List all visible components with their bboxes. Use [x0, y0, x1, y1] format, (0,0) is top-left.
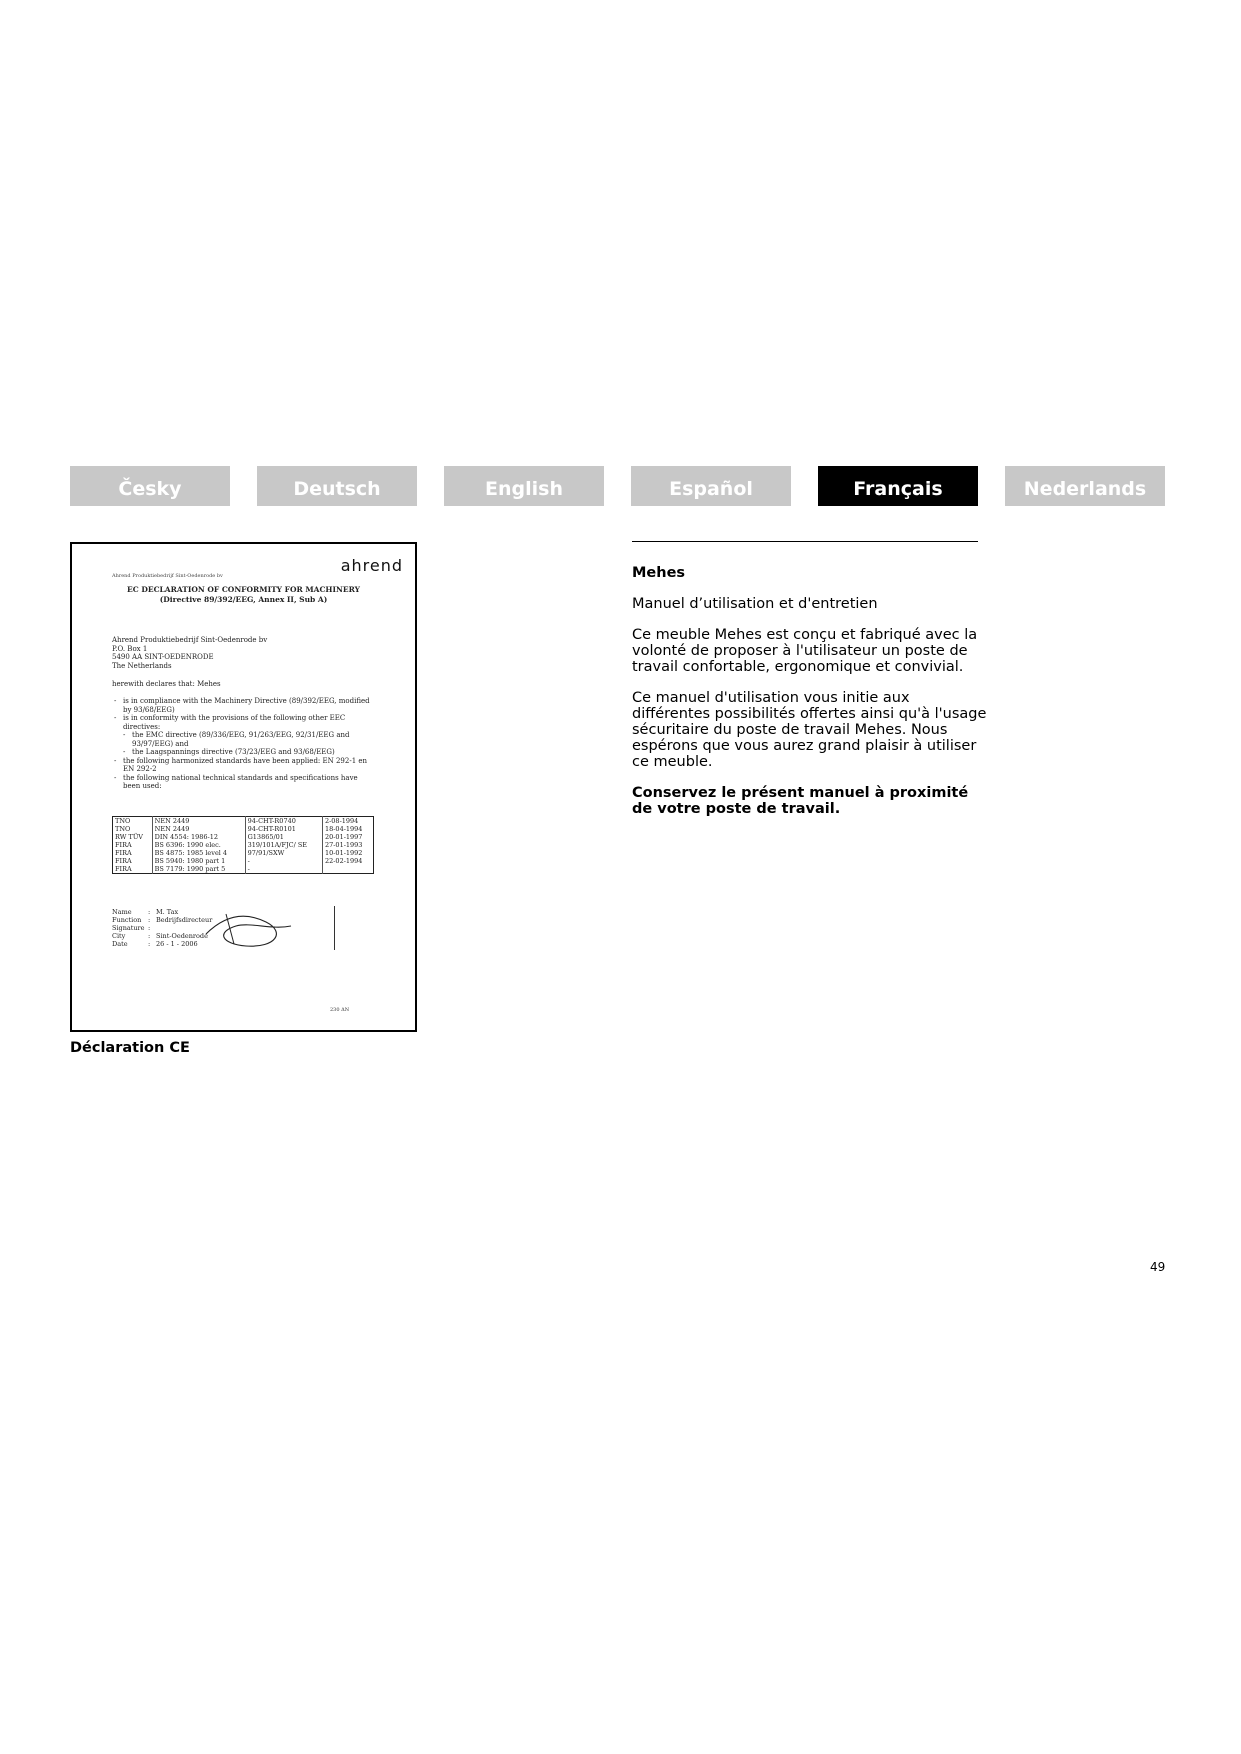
- intro-text: [632, 565, 992, 817]
- doc-intro: herewith declares that: Mehes: [112, 680, 221, 688]
- table-row: [113, 825, 374, 833]
- table-cell: 94-CHT-R0740: [245, 817, 322, 826]
- declaration-item: - the following harmonized standards have been applied: EN 292-1 en EN 292-2: [112, 757, 372, 774]
- table-cell: NEN 2449: [152, 825, 245, 833]
- table-row: [113, 849, 374, 857]
- tab-español[interactable]: Español: [631, 466, 791, 506]
- signature-label: Name: [112, 908, 132, 916]
- intro-paragraph-1: Ce meuble Mehes est conçu et fabriqué avec la volonté de proposer à l'utilisateur un poste de travail confortable, ergonomique et convivial.: [632, 627, 978, 675]
- colon: :: [148, 908, 151, 916]
- table-cell: FIRA: [115, 857, 132, 865]
- table-cell: 2-08-1994: [322, 817, 373, 826]
- table-cell: BS 7179: 1990 part 5: [152, 865, 245, 874]
- table-cell: 22-02-1994: [322, 857, 373, 865]
- table-row: [113, 833, 374, 841]
- colon: :: [148, 932, 151, 940]
- table-cell: DIN 4554: 1986-12: [152, 833, 245, 841]
- table-cell: 10-01-1992: [322, 849, 373, 857]
- signature-value: M. Tax: [156, 908, 179, 916]
- table-cell: 20-01-1997: [322, 833, 373, 841]
- doc-title: EC DECLARATION OF CONFORMITY FOR MACHINERY: [127, 585, 360, 594]
- manual-subtitle: Manuel d’utilisation et d'entretien: [632, 596, 878, 612]
- doc-bullets: [112, 697, 372, 791]
- tab-english[interactable]: English: [444, 466, 604, 506]
- table-cell: 319/101A/FJC/ SE: [245, 841, 322, 849]
- keep-manual-notice: Conservez le présent manuel à proximité de votre poste de travail.: [632, 785, 969, 817]
- table-cell: RW TÜV: [115, 833, 144, 841]
- signature-value: Bedrijfsdirecteur: [156, 916, 213, 924]
- signature-label: Function: [112, 916, 142, 924]
- declaration-item: - the following national technical standards and specifications have been used:: [112, 774, 372, 791]
- declaration-item: - is in conformity with the provisions of the following other EEC directives:: [112, 714, 372, 731]
- declaration-item: - the EMC directive (89/336/EEG, 91/263/EEG, 92/31/EEG and 93/97/EEG) and: [112, 731, 372, 748]
- declaration-item: - the Laagspannings directive (73/23/EEG and 93/68/EEG): [112, 748, 372, 757]
- address-line: 5490 AA SINT-OEDENRODE: [112, 653, 214, 661]
- table-cell: TNO: [115, 817, 131, 825]
- handwritten-signature: [196, 904, 306, 954]
- language-tabs: [0, 466, 1241, 506]
- address-line: The Netherlands: [112, 661, 172, 670]
- table-row: [113, 841, 374, 849]
- table-cell: TNO: [115, 825, 131, 833]
- figure-caption: Déclaration CE: [70, 1040, 190, 1056]
- table-row: [113, 857, 374, 865]
- table-cell: 97/91/SXW: [245, 849, 322, 857]
- doc-footmark: 230 ΔN: [330, 1007, 350, 1013]
- table-cell: BS 4875: 1985 level 4: [152, 849, 245, 857]
- signature-label: City: [112, 932, 126, 940]
- table-cell: 18-04-1994: [322, 825, 373, 833]
- table-cell: 94-CHT-R0101: [245, 825, 322, 833]
- colon: :: [148, 924, 151, 932]
- declaration-item: - is in compliance with the Machinery Directive (89/392/EEG, modified by 93/68/EEG): [112, 697, 372, 714]
- doc-topline: Ahrend Produktiebedrijf Sint-Oedenrode bv: [112, 573, 223, 579]
- address-line: P.O. Box 1: [112, 644, 148, 653]
- table-cell: -: [245, 857, 322, 865]
- intro-paragraph-2: Ce manuel d'utilisation vous initie aux différentes possibilités offertes ainsi qu'à l'usage sécuritaire du poste de travail Mehes. Nous espérons que vous aurez grand plaisir à utiliser ce meuble.: [632, 690, 987, 770]
- signature-value: Sint-Oedenrode: [156, 932, 208, 940]
- tab-nederlands[interactable]: Nederlands: [1005, 466, 1165, 506]
- tab-français[interactable]: Français: [818, 466, 978, 506]
- ce-declaration-scan: [70, 542, 417, 1032]
- table-cell: [322, 865, 373, 874]
- doc-address: [112, 636, 382, 670]
- table-cell: FIRA: [115, 865, 132, 873]
- address-line: Ahrend Produktiebedrijf Sint-Oedenrode bv: [112, 636, 268, 644]
- table-cell: BS 6396: 1990 elec.: [152, 841, 245, 849]
- table-cell: 27-01-1993: [322, 841, 373, 849]
- ahrend-logo: ahrend: [340, 556, 403, 575]
- tab-deutsch[interactable]: Deutsch: [257, 466, 417, 506]
- table-cell: FIRA: [115, 849, 132, 857]
- section-rule: [632, 541, 978, 542]
- tab-česky[interactable]: Česky: [70, 466, 230, 506]
- table-cell: FIRA: [115, 841, 132, 849]
- table-row: [113, 865, 374, 874]
- table-cell: NEN 2449: [152, 817, 245, 826]
- signature-label: Date: [112, 940, 128, 948]
- product-name: Mehes: [632, 565, 686, 581]
- colon: :: [148, 916, 151, 924]
- colon: :: [148, 940, 151, 948]
- signature-value: 26 - 1 - 2006: [156, 940, 198, 948]
- standards-table: [112, 816, 374, 874]
- signature-label: Signature: [112, 924, 145, 932]
- table-cell: -: [245, 865, 322, 874]
- page-number: 49: [1150, 1260, 1166, 1274]
- doc-directive: (Directive 89/392/EEG, Annex II, Sub A): [159, 595, 328, 604]
- table-row: [113, 817, 374, 826]
- table-cell: BS 5940: 1980 part 1: [152, 857, 245, 865]
- table-cell: G13865/01: [245, 833, 322, 841]
